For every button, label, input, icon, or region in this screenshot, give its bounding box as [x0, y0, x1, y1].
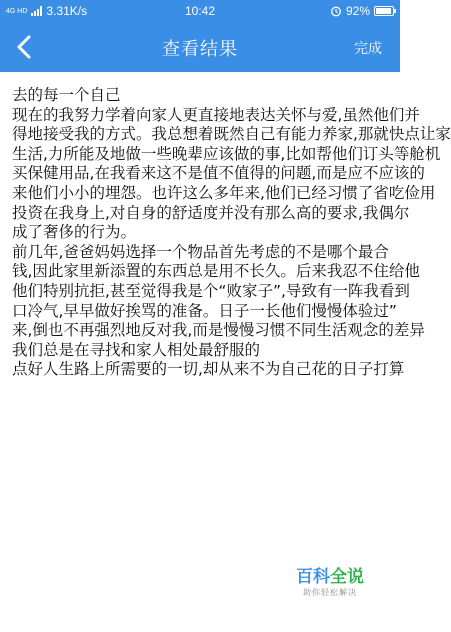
network-speed: 3.31K/s [46, 4, 88, 18]
watermark-title-part1: 百科 [296, 567, 330, 587]
nav-bar [0, 22, 400, 72]
battery-fill [376, 8, 391, 14]
network-type-label: 4G HD [6, 7, 28, 15]
text-line: 点好人生路上所需要的一切,却从来不为自己花的日子打算 [12, 360, 405, 379]
text-line: 钱,因此家里新添置的东西总是用不长久。后来我忍不住给他 [12, 262, 420, 281]
text-line: 去的每一个自己 [12, 86, 121, 104]
battery-percent: 92% [345, 4, 370, 18]
watermark-title [282, 566, 378, 588]
text-line: 得地接受我的方式。我总想着既然自己有能力养家,那就快点让家 [12, 125, 451, 144]
text-line: 成了奢侈的行为。 [12, 223, 137, 242]
text-line: 生活,力所能及地做一些晚辈应该做的事,比如帮他们订头等舱机 [12, 144, 441, 163]
text-line: 来,倒也不再强烈地反对我,而是慢慢习惯不同生活观念的差异 [12, 321, 425, 340]
status-time: 10:42 [184, 4, 216, 18]
text-line: 来他们小小的埋怨。也许这么多年来,他们已经习惯了省吃俭用 [12, 183, 436, 202]
watermark-logo [282, 566, 378, 598]
watermark-title-part2: 全说 [330, 567, 364, 587]
result-text-area[interactable] [0, 72, 451, 632]
status-bar [0, 0, 400, 22]
text-line: 他们特别抗拒,甚至觉得我是个“败家子”,导致有一阵我看到 [12, 281, 410, 300]
page-title: 查看结果 [162, 39, 238, 60]
text-line: 投资在我身上,对自身的舒适度并没有那么高的要求,我偶尔 [12, 203, 410, 222]
status-right [330, 4, 394, 18]
text-lines [12, 86, 451, 380]
alarm-icon [330, 5, 342, 17]
done-button[interactable]: 完成 [354, 41, 382, 57]
text-line: 我们总是在寻找和家人相处最舒服的 [12, 340, 261, 359]
text-line: 口冷气,早早做好挨骂的准备。日子一长他们慢慢体验过” [12, 301, 397, 320]
text-line: 现在的我努力学着向家人更直接地表达关怀与爱,虽然他们并 [12, 105, 420, 124]
text-line: 前几年,爸爸妈妈选择一个物品首先考虑的不是哪个最合 [12, 242, 389, 261]
battery-icon [374, 6, 394, 16]
watermark-tagline: 助你轻松解决 [303, 588, 357, 597]
text-line: 买保健用品,在我看来这不是值不值得的问题,而是应不应该的 [12, 164, 425, 183]
